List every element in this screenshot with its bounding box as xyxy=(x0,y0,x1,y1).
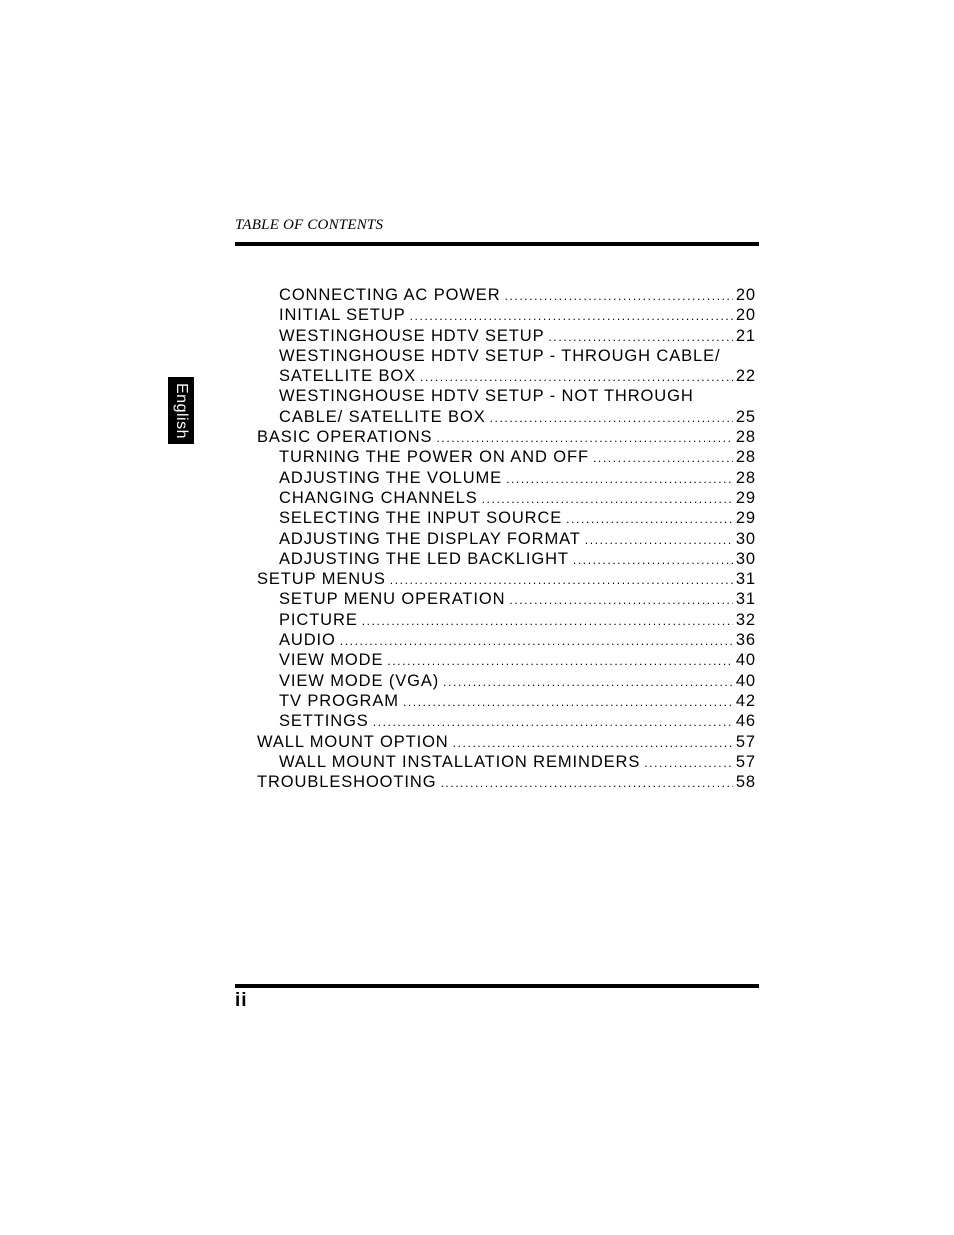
toc-entry xyxy=(257,468,756,488)
toc-entry-page: 40 xyxy=(735,671,756,690)
toc-leader-dots xyxy=(440,773,732,793)
toc-entry-title: SETUP MENU OPERATION xyxy=(279,590,506,609)
toc-entry-title: WESTINGHOUSE HDTV SETUP - THROUGH CABLE/ xyxy=(279,346,721,365)
language-tab-label: English xyxy=(173,382,190,439)
toc-entry xyxy=(257,366,756,386)
toc-entry-page: 46 xyxy=(735,712,756,731)
toc-entry-page: 20 xyxy=(735,306,756,325)
toc-leader-dots xyxy=(490,408,733,428)
toc-entry-title: SATELLITE BOX xyxy=(279,367,417,386)
toc-entry xyxy=(257,711,756,731)
toc-leader-dots xyxy=(387,651,732,671)
toc-entry-title: CHANGING CHANNELS xyxy=(279,488,478,507)
toc-leader-dots xyxy=(593,448,733,468)
toc-entry-page: 28 xyxy=(735,448,756,467)
toc-entry-page: 42 xyxy=(735,691,756,710)
toc-entry xyxy=(257,610,756,630)
header-rule xyxy=(235,242,759,246)
toc-leader-dots xyxy=(373,712,733,732)
toc-entry-title: SETUP MENUS xyxy=(257,570,386,589)
toc-entry-title: ADJUSTING THE VOLUME xyxy=(279,468,503,487)
toc-entry xyxy=(257,691,756,711)
table-of-contents xyxy=(257,285,756,792)
toc-leader-dots xyxy=(509,590,732,610)
toc-leader-dots xyxy=(420,367,733,387)
toc-entry-title: TROUBLESHOOTING xyxy=(257,773,437,792)
toc-entry-page: 57 xyxy=(735,732,756,751)
toc-entry-title: TURNING THE POWER ON AND OFF xyxy=(279,448,589,467)
toc-entry xyxy=(257,732,756,752)
toc-entry-page: 29 xyxy=(735,488,756,507)
toc-entry-page: 36 xyxy=(735,631,756,650)
toc-entry-page: 25 xyxy=(735,407,756,426)
toc-leader-dots xyxy=(443,672,733,692)
toc-entry-title: SELECTING THE INPUT SOURCE xyxy=(279,509,563,528)
toc-entry xyxy=(257,305,756,325)
toc-entry-title: AUDIO xyxy=(279,631,336,650)
toc-entry xyxy=(257,447,756,467)
language-tab xyxy=(168,377,194,444)
toc-entry-page: 58 xyxy=(735,773,756,792)
toc-entry xyxy=(257,671,756,691)
toc-entry-page: 29 xyxy=(735,509,756,528)
footer-rule xyxy=(235,984,759,988)
toc-entry-title: WALL MOUNT INSTALLATION REMINDERS xyxy=(279,752,641,771)
toc-entry-page: 21 xyxy=(735,326,756,345)
toc-entry-title: VIEW MODE xyxy=(279,651,384,670)
toc-entry-title: BASIC OPERATIONS xyxy=(257,428,433,447)
toc-entry-title: INITIAL SETUP xyxy=(279,306,406,325)
toc-entry-title: ADJUSTING THE DISPLAY FORMAT xyxy=(279,529,581,548)
toc-leader-dots xyxy=(566,509,733,529)
toc-entry xyxy=(257,488,756,508)
toc-entry xyxy=(257,772,756,792)
toc-entry-title: WESTINGHOUSE HDTV SETUP xyxy=(279,326,545,345)
toc-leader-dots xyxy=(482,489,733,509)
toc-entry xyxy=(257,386,756,406)
toc-entry xyxy=(257,407,756,427)
toc-leader-dots xyxy=(453,733,733,753)
toc-leader-dots xyxy=(340,631,733,651)
toc-entry-page: 20 xyxy=(735,286,756,304)
toc-entry xyxy=(257,529,756,549)
toc-leader-dots xyxy=(436,428,732,448)
page-header-title: TABLE OF CONTENTS xyxy=(235,217,384,233)
toc-entry-page: 28 xyxy=(735,428,756,447)
toc-leader-dots xyxy=(573,550,733,570)
toc-leader-dots xyxy=(403,692,733,712)
toc-entry-page: 22 xyxy=(735,367,756,386)
toc-entry-title: WESTINGHOUSE HDTV SETUP - NOT THROUGH xyxy=(279,387,694,406)
toc-entry xyxy=(257,549,756,569)
toc-entry xyxy=(257,285,756,305)
toc-entry-title: PICTURE xyxy=(279,610,358,629)
toc-entry-page: 31 xyxy=(735,590,756,609)
toc-leader-dots xyxy=(585,530,733,550)
page-number: ii xyxy=(235,990,248,1011)
toc-leader-dots xyxy=(548,327,732,347)
toc-entry-title: WALL MOUNT OPTION xyxy=(257,732,449,751)
toc-entry xyxy=(257,326,756,346)
toc-entry-title: VIEW MODE (VGA) xyxy=(279,671,440,690)
toc-entry-page: 31 xyxy=(735,570,756,589)
toc-entry xyxy=(257,427,756,447)
toc-entry xyxy=(257,650,756,670)
toc-entry-title: TV PROGRAM xyxy=(279,691,399,710)
toc-entry xyxy=(257,508,756,528)
toc-entry-title: CABLE/ SATELLITE BOX xyxy=(279,407,486,426)
toc-leader-dots xyxy=(506,469,733,489)
toc-entry xyxy=(257,569,756,589)
toc-leader-dots xyxy=(362,611,733,631)
toc-leader-dots xyxy=(410,306,733,326)
toc-entry-page: 57 xyxy=(735,752,756,771)
toc-entry xyxy=(257,589,756,609)
toc-leader-dots xyxy=(505,286,733,306)
toc-leader-dots xyxy=(390,570,733,590)
toc-entry-title: CONNECTING AC POWER xyxy=(279,286,501,304)
toc-entry-page: 32 xyxy=(735,610,756,629)
toc-entry-page: 30 xyxy=(735,549,756,568)
toc-entry-page: 28 xyxy=(735,468,756,487)
toc-entry xyxy=(257,752,756,772)
toc-entry xyxy=(257,630,756,650)
toc-entry-page: 30 xyxy=(735,529,756,548)
toc-entry-title: ADJUSTING THE LED BACKLIGHT xyxy=(279,549,569,568)
toc-entry-title: SETTINGS xyxy=(279,712,369,731)
toc-entry xyxy=(257,346,756,366)
toc-entry-page: 40 xyxy=(735,651,756,670)
toc-leader-dots xyxy=(644,753,733,773)
